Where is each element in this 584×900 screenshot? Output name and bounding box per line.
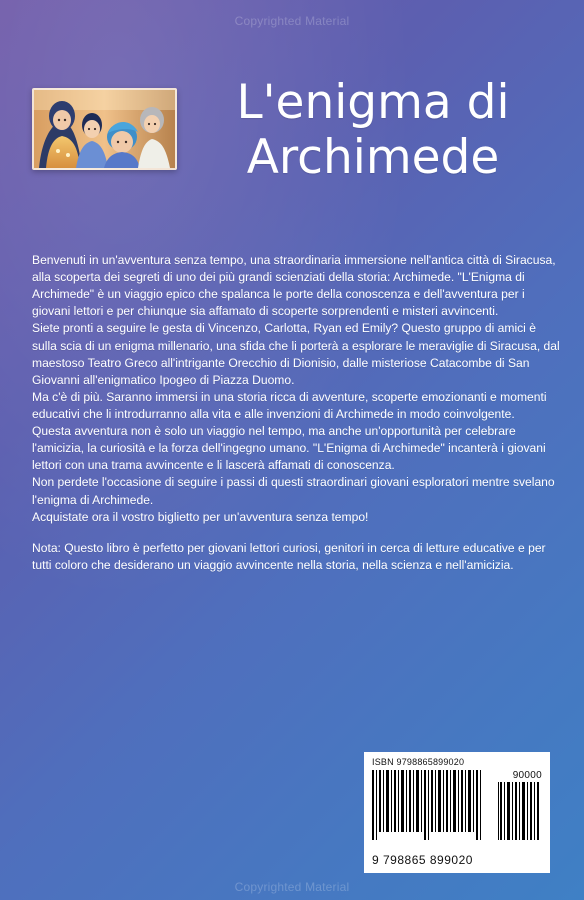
description-paragraph-6: Acquistate ora il vostro biglietto per un'avventura senza tempo! bbox=[32, 509, 369, 524]
paragraph-spacer bbox=[32, 526, 562, 540]
watermark-bottom: Copyrighted Material bbox=[234, 880, 350, 894]
isbn-barcode-box bbox=[364, 752, 550, 873]
description-paragraph-5: Non perdete l'occasione di seguire i passi di questi straordinari giovani esploratori mentre svelano l'enigma di Archimede. bbox=[32, 475, 555, 507]
children-illustration-icon bbox=[34, 90, 175, 168]
description-paragraph-3: Ma c'è di più. Saranno immersi in una storia ricca di avventure, scoperte emozionanti e momenti educativi che li introdurranno alla vita e alle invenzioni di Archimede in modo coinvolgente. bbox=[32, 389, 547, 421]
description-paragraph-2: Siete pronti a seguire le gesta di Vincenzo, Carlotta, Ryan ed Emily? Questo gruppo di amici è sulla scia di un enigma millenario, una sfida che li porterà a esplorare le meraviglie di Siracusa, dal maestoso Teatro Greco all'intrigante Orecchio di Dionisio, dalle misteriose Catacombe di San Giovanni all'enigmatico Ipogeo di Piazza Duomo. bbox=[32, 321, 560, 387]
description-paragraph-1: Benvenuti in un'avventura senza tempo, una straordinaria immersione nell'antica città di Siracusa, alla scoperta dei segreti di uno dei più grandi scienziati della storia: Archimede. "L'Enigma di Archimede" è un viaggio epico che spalanca le porte della conoscenza e dell'avventura per i giovani lettori e per chiunque sia affamato di scoperte sorprendenti e misteri avvincenti. bbox=[32, 253, 556, 319]
book-title: L'enigma di Archimede bbox=[236, 75, 510, 185]
book-description bbox=[32, 252, 562, 574]
watermark-top: Copyrighted Material bbox=[234, 14, 350, 28]
isbn-label: ISBN 9798865899020 bbox=[372, 757, 465, 767]
description-note: Nota: Questo libro è perfetto per giovani lettori curiosi, genitori in cerca di letture educative e per tutti coloro che desiderano un viaggio avvincente nella storia, nella scienza e nell'amicizia. bbox=[32, 540, 546, 572]
description-paragraph-4: Questa avventura non è solo un viaggio nel tempo, ma anche un'opportunità per celebrare l'amicizia, la curiosità e la forza dell'ingegno umano. "L'Enigma di Archimede" incanterà i giovani lettori con una trama avvincente e li lascerà affamati di conoscenza. bbox=[32, 424, 546, 473]
barcode-price-code: 90000 bbox=[512, 770, 542, 781]
cover-illustration bbox=[32, 88, 177, 170]
barcode-icon bbox=[372, 770, 542, 852]
barcode-digits: 9 798865 899020 bbox=[372, 853, 473, 867]
